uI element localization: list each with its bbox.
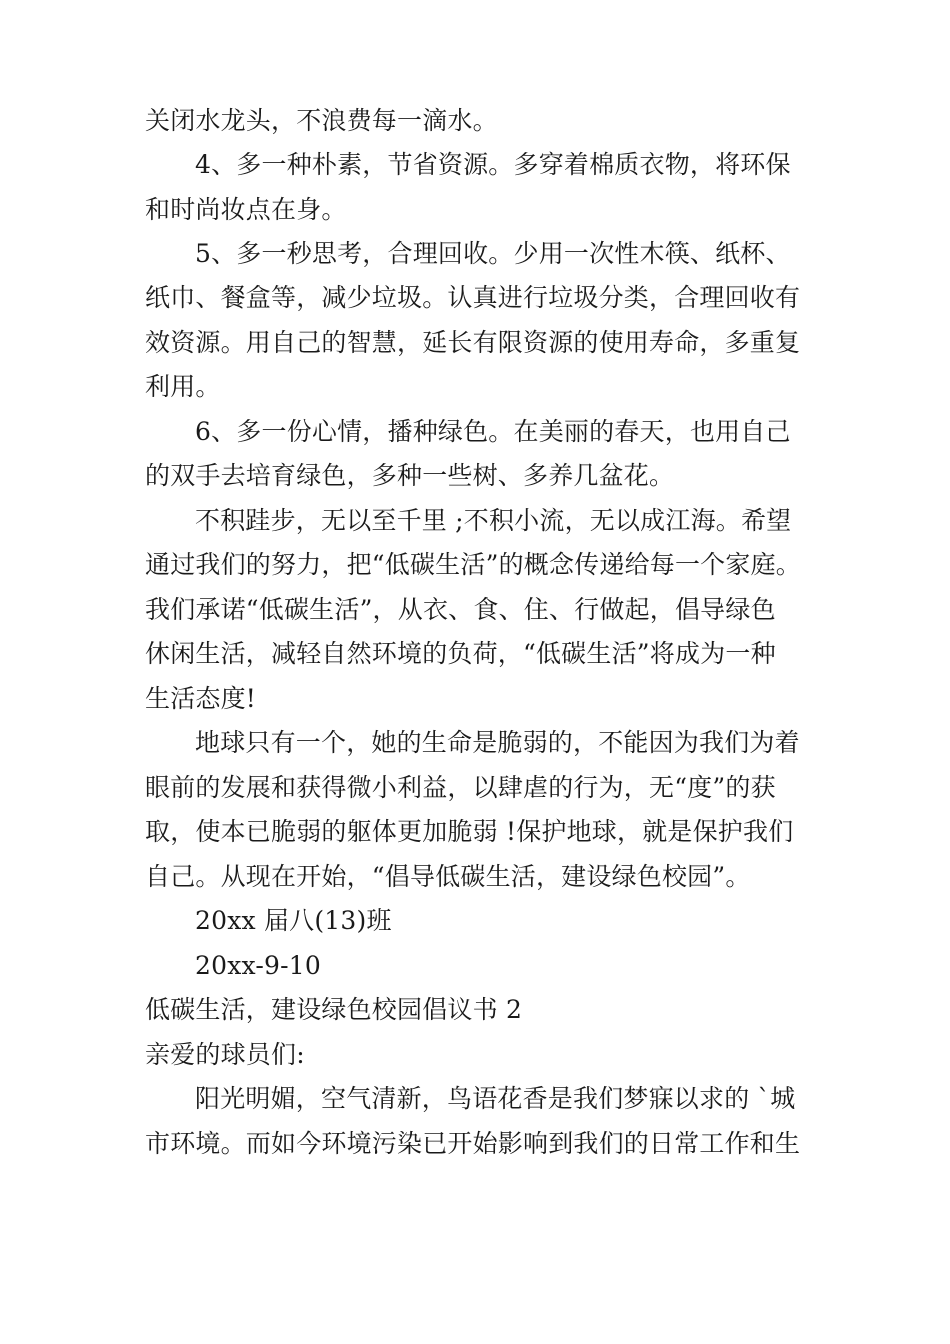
text-line: 休闲生活，减轻自然环境的负荷，“低碳生活”将成为一种 — [145, 639, 776, 668]
text-line: 眼前的发展和获得微小利益，以肆虐的行为，无“度”的获 — [145, 773, 776, 802]
text-line: 和时尚妆点在身。 — [145, 195, 347, 224]
text-line: 纸巾、餐盒等，减少垃圾。认真进行垃圾分类，合理回收有 — [145, 283, 801, 312]
text-line: 通过我们的努力，把“低碳生活”的概念传递给每一个家庭。 — [145, 550, 801, 579]
text-line: 我们承诺“低碳生活”，从衣、食、住、行做起，倡导绿色 — [145, 595, 776, 624]
text-line: 5、多一秒思考，合理回收。少用一次性木筷、纸杯、 — [195, 239, 791, 268]
text-line: 利用。 — [145, 372, 221, 401]
text-line: 效资源。用自己的智慧，延长有限资源的使用寿命，多重复 — [145, 328, 801, 357]
text-line: 市环境。而如今环境污染已开始影响到我们的日常工作和生 — [145, 1129, 801, 1158]
text-line: 自己。从现在开始，“倡导低碳生活，建设绿色校园”。 — [145, 862, 751, 891]
salutation: 亲爱的球员们: — [145, 1040, 305, 1069]
text-line: 生活态度! — [145, 684, 257, 713]
class-signature: 20xx 届八(13)班 — [195, 906, 392, 935]
text-line: 6、多一份心情，播种绿色。在美丽的春天，也用自己 — [195, 417, 791, 446]
date-signature: 20xx-9-10 — [195, 951, 321, 980]
section-title: 低碳生活，建设绿色校园倡议书 2 — [145, 995, 523, 1024]
text-line: 不积跬步，无以至千里 ;不积小流，无以成江海。希望 — [195, 506, 792, 535]
text-line: 取，使本已脆弱的躯体更加脆弱 !保护地球，就是保护我们 — [145, 817, 794, 846]
text-line: 的双手去培育绿色，多种一些树、多养几盆花。 — [145, 461, 675, 490]
text-line: 关闭水龙头，不浪费每一滴水。 — [145, 106, 498, 135]
text-line: 地球只有一个，她的生命是脆弱的，不能因为我们为着 — [195, 728, 800, 757]
text-line: 4、多一种朴素，节省资源。多穿着棉质衣物，将环保 — [195, 150, 791, 179]
text-line: 阳光明媚，空气清新，鸟语花香是我们梦寐以求的 `城 — [195, 1084, 796, 1113]
